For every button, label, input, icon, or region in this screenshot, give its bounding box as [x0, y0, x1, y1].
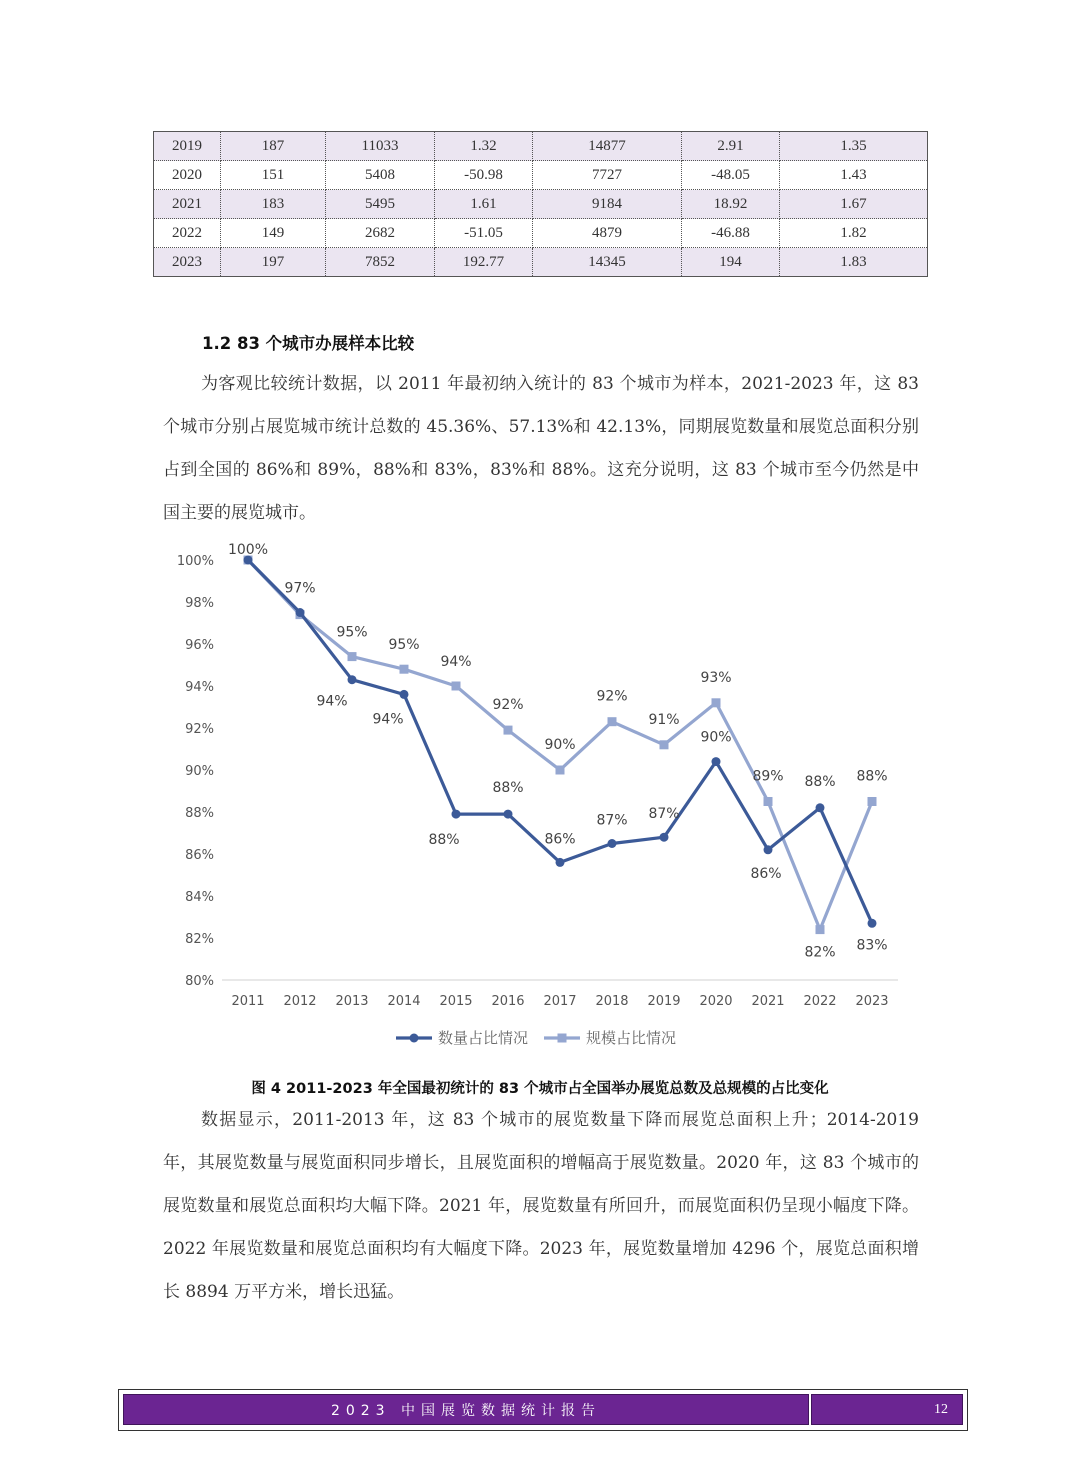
- data-label: 88%: [492, 780, 524, 797]
- data-point: [764, 797, 773, 806]
- x-tick-label: 2012: [283, 994, 317, 1009]
- data-point: [712, 757, 721, 766]
- table-cell: 7852: [326, 248, 435, 277]
- table-cell: 192.77: [435, 248, 533, 277]
- data-label: 82%: [804, 944, 836, 961]
- y-tick-label: 92%: [185, 722, 214, 737]
- table-cell: 1.61: [435, 190, 533, 219]
- data-point: [556, 766, 565, 775]
- y-tick-label: 84%: [185, 890, 214, 905]
- data-label: 88%: [804, 773, 836, 790]
- data-point: [504, 810, 513, 819]
- legend-marker: [410, 1034, 419, 1043]
- data-label: 86%: [750, 865, 782, 882]
- table-cell: 2023: [154, 248, 221, 277]
- table-row: [154, 248, 928, 277]
- legend-label: 规模占比情况: [586, 1029, 677, 1047]
- legend-label: 数量占比情况: [438, 1029, 529, 1047]
- page-footer: [118, 1389, 968, 1431]
- data-label: 87%: [596, 812, 628, 829]
- x-tick-label: 2016: [491, 994, 525, 1009]
- line-chart: [160, 540, 920, 1060]
- table-cell: -50.98: [435, 161, 533, 190]
- table-body: [154, 132, 928, 277]
- footer-report-title: 2023 中国展览数据统计报告: [123, 1394, 809, 1425]
- table-row: [154, 190, 928, 219]
- data-point: [348, 652, 357, 661]
- data-point: [296, 608, 305, 617]
- table-cell: 11033: [326, 132, 435, 161]
- table-cell: 1.83: [780, 248, 928, 277]
- x-tick-label: 2014: [387, 994, 421, 1009]
- data-label: 97%: [284, 580, 316, 597]
- data-label: 92%: [492, 697, 524, 714]
- table-cell: 183: [221, 190, 326, 219]
- y-tick-label: 88%: [185, 806, 214, 821]
- table-cell: 2.91: [682, 132, 780, 161]
- table-cell: 151: [221, 161, 326, 190]
- data-point: [608, 717, 617, 726]
- table-cell: 197: [221, 248, 326, 277]
- x-tick-label: 2022: [803, 994, 837, 1009]
- data-point: [452, 682, 461, 691]
- y-tick-label: 80%: [185, 974, 214, 989]
- x-tick-label: 2017: [543, 994, 577, 1009]
- table-cell: 2020: [154, 161, 221, 190]
- data-label: 94%: [440, 654, 472, 670]
- table-cell: 2021: [154, 190, 221, 219]
- data-label: 86%: [544, 831, 576, 848]
- data-label: 100%: [227, 542, 269, 558]
- table-cell: 14345: [533, 248, 682, 277]
- data-point: [452, 810, 461, 819]
- footer-page-number: 12: [811, 1394, 963, 1425]
- paragraph-intro: 为客观比较统计数据，以 2011 年最初纳入统计的 83 个城市为样本，2021-2023 年，这 83 个城市分别占展览城市统计总数的 45.36%、57.13%和 42.13%，同期展览数量和展览总面积分别占到全国的 86%和 89%，88%和 83%，83%和 88%。这充分说明，这 83 个城市至今仍然是中国主要的展览城市。: [163, 374, 919, 523]
- table-cell: -48.05: [682, 161, 780, 190]
- table-cell: 9184: [533, 190, 682, 219]
- data-point: [764, 845, 773, 854]
- data-label: 91%: [648, 711, 680, 728]
- table-row: [154, 219, 928, 248]
- section-heading: 1.2 83 个城市办展样本比较: [202, 334, 415, 353]
- table-cell: 2682: [326, 219, 435, 248]
- table-cell: 1.32: [435, 132, 533, 161]
- data-label: 88%: [856, 768, 888, 785]
- data-label: 90%: [544, 737, 576, 753]
- table-cell: 2022: [154, 219, 221, 248]
- x-tick-label: 2018: [595, 994, 629, 1009]
- data-point: [868, 919, 877, 928]
- data-point: [400, 665, 409, 674]
- table-row: [154, 132, 928, 161]
- x-tick-label: 2023: [855, 994, 889, 1009]
- x-tick-label: 2013: [335, 994, 369, 1009]
- statistics-table: [153, 131, 928, 277]
- y-tick-label: 96%: [185, 638, 214, 653]
- table-cell: 14877: [533, 132, 682, 161]
- y-tick-label: 98%: [185, 596, 214, 611]
- data-point: [608, 839, 617, 848]
- data-label: 87%: [648, 806, 680, 823]
- table-cell: 149: [221, 219, 326, 248]
- data-label: 95%: [336, 624, 368, 641]
- table-cell: 7727: [533, 161, 682, 190]
- y-tick-label: 90%: [185, 764, 214, 779]
- x-tick-label: 2021: [751, 994, 785, 1009]
- table-cell: 2019: [154, 132, 221, 161]
- table-cell: -46.88: [682, 219, 780, 248]
- data-point: [816, 925, 825, 934]
- data-label: 94%: [372, 711, 404, 728]
- table-cell: 4879: [533, 219, 682, 248]
- data-label: 83%: [856, 937, 888, 954]
- data-point: [348, 675, 357, 684]
- table-cell: 18.92: [682, 190, 780, 219]
- data-label: 88%: [428, 832, 460, 849]
- data-point: [816, 803, 825, 812]
- data-point: [660, 833, 669, 842]
- figure-caption: 图 4 2011-2023 年全国最初统计的 83 个城市占全国举办展览总数及总规模的占比变化: [251, 1081, 829, 1097]
- paragraph-analysis: 数据显示，2011-2013 年，这 83 个城市的展览数量下降而展览总面积上升；2014-2019 年，其展览数量与展览面积同步增长，且展览面积的增幅高于展览数量。2020 年，这 83 个城市的展览数量和展览总面积均大幅下降。2021 年，展览数量有所回升，而展览面积仍呈现小幅度下降。2022 年展览数量和展览总面积均有大幅度下降。2023 年，展览数量增加 4296 个，展览总面积增长 8894 万平方米，增长迅猛。: [163, 1110, 919, 1302]
- x-tick-label: 2011: [231, 994, 265, 1009]
- data-point: [556, 858, 565, 867]
- data-label: 93%: [700, 669, 732, 686]
- table-cell: -51.05: [435, 219, 533, 248]
- y-tick-label: 100%: [176, 554, 214, 569]
- table-cell: 194: [682, 248, 780, 277]
- table-cell: 5495: [326, 190, 435, 219]
- data-label: 94%: [316, 693, 348, 710]
- x-tick-label: 2019: [647, 994, 681, 1009]
- data-point: [400, 690, 409, 699]
- x-tick-label: 2015: [439, 994, 473, 1009]
- data-point: [660, 740, 669, 749]
- data-label: 95%: [388, 637, 420, 654]
- y-tick-label: 82%: [185, 932, 214, 947]
- table-cell: 1.82: [780, 219, 928, 248]
- table-cell: 1.43: [780, 161, 928, 190]
- data-label: 92%: [596, 688, 628, 705]
- table-cell: 187: [221, 132, 326, 161]
- table-cell: 1.35: [780, 132, 928, 161]
- data-label: 89%: [752, 768, 784, 785]
- table-cell: 5408: [326, 161, 435, 190]
- table-cell: 1.67: [780, 190, 928, 219]
- table-row: [154, 161, 928, 190]
- y-tick-label: 86%: [185, 848, 214, 863]
- y-tick-label: 94%: [185, 680, 214, 695]
- data-point: [868, 797, 877, 806]
- data-point: [504, 726, 513, 735]
- data-point: [712, 698, 721, 707]
- data-label: 90%: [700, 729, 732, 746]
- legend-marker: [558, 1034, 567, 1043]
- x-tick-label: 2020: [699, 994, 733, 1009]
